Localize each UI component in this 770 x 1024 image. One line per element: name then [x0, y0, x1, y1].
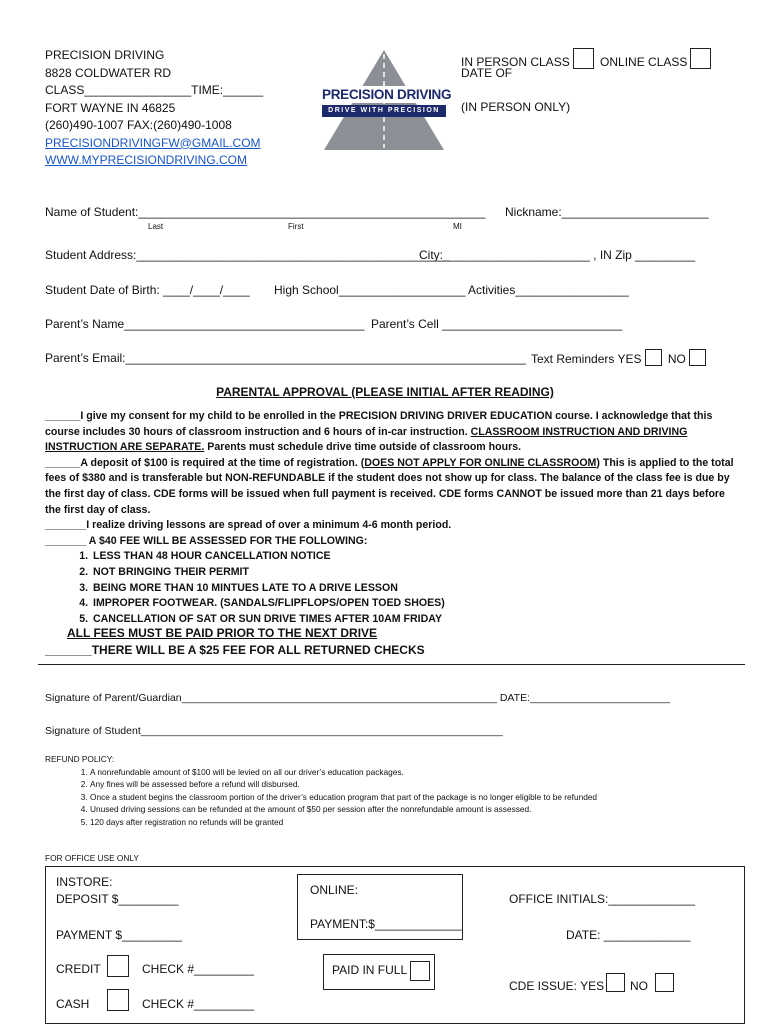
- company-city: FORT WAYNE IN 46825: [45, 100, 176, 115]
- refund-policy: [45, 753, 597, 829]
- company-phone: (260)490-1007 FAX:(260)490-1008: [45, 118, 232, 132]
- check-number-field-1[interactable]: CHECK #_________: [142, 962, 255, 976]
- office-date-field[interactable]: DATE: _____________: [566, 928, 691, 942]
- text-reminders-yes-checkbox[interactable]: [645, 349, 662, 366]
- lessons-paragraph: _______I realize driving lessons are spread of over a minimum 4-6 month period.: [45, 519, 452, 532]
- office-use-box: [45, 866, 745, 1024]
- parent-name-field[interactable]: Parent’s Name____________________________________: [45, 317, 365, 331]
- credit-label: CREDIT: [56, 962, 101, 976]
- class-time-field[interactable]: CLASS________________TIME:______: [45, 83, 264, 97]
- fee-paragraph: _______ A $40 FEE WILL BE ASSESSED FOR THE FOLLOWING:: [45, 534, 368, 547]
- nickname-field[interactable]: Nickname:______________________: [505, 205, 709, 219]
- paid-in-full-label: PAID IN FULL: [332, 963, 408, 977]
- section-divider: [38, 664, 745, 665]
- company-name: PRECISION DRIVING: [45, 48, 165, 62]
- text-reminders-row: [531, 349, 709, 366]
- list-item: 2. NOT BRINGING THEIR PERMIT: [91, 565, 735, 581]
- text-reminders-label: Text Reminders YES: [531, 352, 642, 366]
- cde-no-checkbox[interactable]: [655, 973, 674, 992]
- logo-title: PRECISION DRIVING: [322, 87, 452, 102]
- high-school-field[interactable]: High School___________________: [274, 283, 466, 297]
- company-logo: [318, 48, 450, 152]
- dob-field[interactable]: Student Date of Birth: ____/____/____: [45, 283, 250, 297]
- paid-in-full-checkbox[interactable]: [410, 961, 430, 981]
- list-item: 3. BEING MORE THAN 10 MINTUES LATE TO A DRIVE LESSON: [91, 581, 735, 597]
- deposit-field[interactable]: DEPOSIT $_________: [56, 892, 179, 906]
- approval-title: PARENTAL APPROVAL (PLEASE INITIAL AFTER READING): [216, 385, 554, 399]
- payment-field[interactable]: PAYMENT $_________: [56, 928, 183, 942]
- list-item: 4. Unused driving sessions can be refunded at the amount of $50 per session after the nonrefundable amount is assessed.: [90, 803, 597, 816]
- website-link[interactable]: WWW.MYPRECISIONDRIVING.COM: [45, 153, 247, 167]
- deposit-underlined-text: DOES NOT APPLY FOR ONLINE CLASSROOM: [364, 456, 597, 469]
- cde-yes-checkbox[interactable]: [606, 973, 625, 992]
- company-address: 8828 COLDWATER RD: [45, 65, 172, 80]
- parent-email-field[interactable]: Parent’s Email:____________________________________________________________: [45, 351, 526, 365]
- consent-paragraph: [45, 409, 735, 456]
- list-item: 3. Once a student begins the classroom portion of the driver’s education program that part of the package is no longer eligible to be refunded: [90, 791, 597, 804]
- student-signature-field[interactable]: Signature of Student______________________________________________________________: [45, 725, 503, 737]
- student-name-field[interactable]: Name of Student:____________________________________________________: [45, 205, 486, 219]
- consent-text-end: Parents must schedule drive time outside of classroom hours.: [204, 441, 522, 454]
- deposit-paragraph: [45, 456, 735, 518]
- list-item: 4. IMPROPER FOOTWEAR. (SANDALS/FLIPFLOPS/OPEN TOED SHOES): [91, 596, 735, 612]
- list-item: 5. 120 days after registration no refunds will be granted: [90, 816, 597, 829]
- list-item: 2. Any fines will be assessed before a refund will disbursed.: [90, 778, 597, 791]
- list-item: 5. CANCELLATION OF SAT OR SUN DRIVE TIMES AFTER 10AM FRIDAY: [91, 612, 735, 628]
- student-address-field[interactable]: Student Address:_______________________________________________: [45, 248, 451, 262]
- date-of-label: DATE OF: [461, 66, 513, 80]
- list-item: 1. A nonrefundable amount of $100 will be levied on all our driver’s education packages.: [90, 766, 597, 779]
- list-item: 1. LESS THAN 48 HOUR CANCELLATION NOTICE: [91, 549, 735, 565]
- office-initials-field[interactable]: OFFICE INITIALS:_____________: [509, 892, 696, 906]
- in-person-label: IN PERSON CLASS: [461, 55, 570, 69]
- text-reminders-no-checkbox[interactable]: [689, 349, 706, 366]
- parent-cell-field[interactable]: Parent’s Cell ___________________________: [371, 317, 623, 331]
- sub-label-last: Last: [148, 222, 164, 231]
- all-fees-notice: ALL FEES MUST BE PAID PRIOR TO THE NEXT DRIVE: [67, 626, 378, 640]
- in-person-only-label: (IN PERSON ONLY): [461, 100, 571, 114]
- consent-underlined-text: CLASSROOM INSTRUCTION AND DRIVING INSTRUCTION ARE SEPARATE.: [45, 425, 688, 454]
- city-zip-field[interactable]: City:______________________ , IN Zip _________: [419, 248, 696, 262]
- cash-label: CASH: [56, 997, 90, 1011]
- deposit-text-end: ) This is applied to the total fees of $380 and is transferable but NON-REFUNDABLE if the student does not show up for class. The balance of the class fee is due by the first day of class. CDE forms will be issued when full payment is received. CDE forms CANNOT be issued more than 21 days before the first day of class.: [45, 456, 734, 516]
- online-payment-box: [297, 874, 463, 940]
- cash-checkbox[interactable]: [107, 989, 129, 1011]
- returned-checks-notice: _______THERE WILL BE A $25 FEE FOR ALL RETURNED CHECKS: [45, 643, 425, 657]
- company-info: [45, 47, 263, 170]
- online-label: ONLINE CLASS: [600, 55, 688, 69]
- office-use-label: FOR OFFICE USE ONLY: [45, 853, 139, 863]
- in-person-checkbox[interactable]: [573, 48, 594, 69]
- logo-tagline: DRIVE WITH PRECISION: [322, 105, 446, 117]
- refund-title: REFUND POLICY:: [45, 754, 115, 764]
- consent-text: ______I give my consent for my child to be enrolled in the PRECISION DRIVING DRIVER EDUCATION course. I acknowledge that this course includes 30 hours of classroom instruction and 6 hours of in-car instruction.: [45, 410, 713, 438]
- paid-in-full-box: [323, 954, 435, 990]
- parent-signature-field[interactable]: Signature of Parent/Guardian______________________________________________________ DATE:________________________: [45, 692, 671, 704]
- deposit-text: ______A deposit of $100 is required at the time of registration. (: [45, 456, 365, 469]
- approval-section: [45, 409, 735, 627]
- online-checkbox[interactable]: [690, 48, 711, 69]
- fee-list: [45, 549, 735, 627]
- refund-list: [45, 766, 597, 829]
- online-payment-field[interactable]: PAYMENT:$_____________: [310, 917, 462, 931]
- text-reminders-no-label: NO: [667, 352, 686, 366]
- check-number-field-2[interactable]: CHECK #_________: [142, 997, 255, 1011]
- cde-no-label: NO: [630, 979, 648, 993]
- sub-label-mi: MI: [453, 222, 462, 231]
- instore-label: INSTORE:: [56, 875, 113, 889]
- sub-label-first: First: [288, 222, 304, 231]
- email-link[interactable]: PRECISIONDRIVINGFW@GMAIL.COM: [45, 135, 261, 150]
- activities-field[interactable]: Activities_________________: [468, 283, 629, 297]
- cde-issue-label: CDE ISSUE: YES: [509, 979, 605, 993]
- credit-checkbox[interactable]: [107, 955, 129, 977]
- online-label-office: ONLINE:: [310, 883, 359, 897]
